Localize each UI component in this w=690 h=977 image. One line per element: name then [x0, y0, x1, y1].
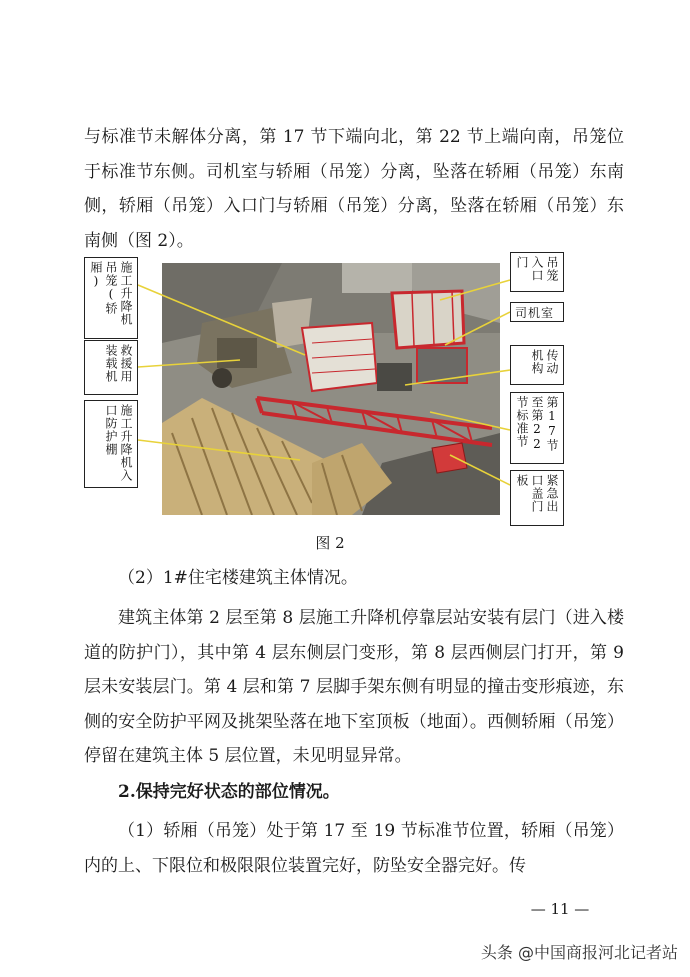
label-cab: 司机室	[510, 302, 564, 322]
section-heading-intact: 2.保持完好状态的部位情况。	[118, 782, 340, 802]
figure-caption: 图 2	[315, 534, 345, 552]
body-paragraph-building: 建筑主体第 2 层至第 8 层施工升降机停靠层站安装有层门（进入楼道的防护门），其中第 4 层东侧层门变形，第 8 层西侧层门打开，第 9 层未安装层门。第 4 层和第 7 层脚手架东侧有明显的撞击变形痕迹，东侧的安全防护平网及挑架坠落在地下室顶板（地面）。西侧轿厢（吊笼）停留在建筑主体 5 层位置，未见明显异常。	[84, 608, 624, 766]
label-emergency-door: 紧急出口盖门板	[510, 470, 564, 526]
label-cage: 施工升降机吊笼(轿厢)	[84, 257, 138, 339]
body-paragraph-intact: （1）轿厢（吊笼）处于第 17 至 19 节标准节位置，轿厢（吊笼）内的上、下限位和极限限位装置完好，防坠安全器完好。传	[84, 821, 624, 876]
source-watermark: 头条 @中国商报河北记者站	[480, 943, 678, 962]
label-drive: 传动机构	[510, 345, 564, 385]
label-sections: 第17节至第22节标准节	[510, 392, 564, 464]
label-cage-door: 吊笼入口门	[510, 252, 564, 292]
label-entrance-shed: 施工升降机入口防护棚	[84, 400, 138, 488]
page-number: — 11 —	[530, 900, 590, 918]
section-heading-building	[84, 561, 624, 596]
body-paragraph-1: 与标准节未解体分离，第 17 节下端向北，第 22 节上端向南，吊笼位于标准节东侧。司机室与轿厢（吊笼）分离，坠落在轿厢（吊笼）东南侧，轿厢（吊笼）入口门与轿厢（吊笼）分离，坠落在轿厢（吊笼）东南侧（图 2）。	[84, 127, 624, 251]
photo-drawing	[162, 263, 500, 515]
label-rescue-crane: 救援用装载机	[84, 340, 138, 395]
building-heading-text: （2）1#住宅楼建筑主体情况。	[118, 568, 358, 588]
accident-photo	[162, 263, 500, 515]
